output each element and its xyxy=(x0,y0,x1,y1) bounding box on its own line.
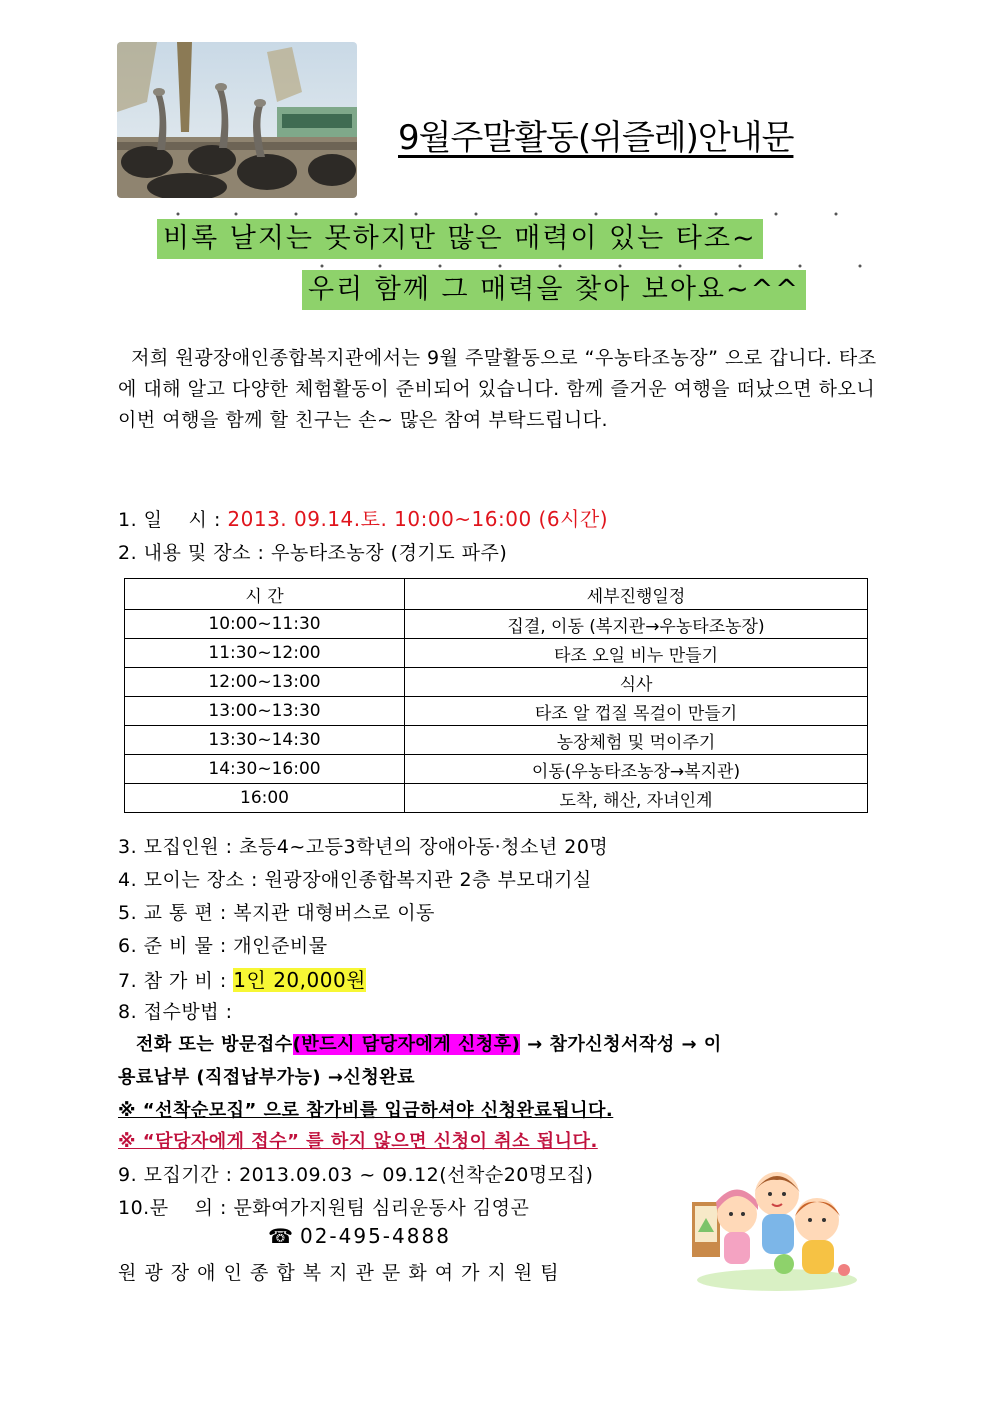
table-row xyxy=(125,755,868,784)
page-title: 9월주말활동(위즐레)안내문 xyxy=(398,118,794,158)
item-recruit: 3. 모집인원 : 초등4~고등3학년의 장애아동·청소년 20명 xyxy=(118,836,609,858)
date-label: 1. 일 시 : xyxy=(118,509,228,531)
apply-line-1 xyxy=(136,1030,722,1056)
row-time: 12:00~13:00 xyxy=(125,668,405,697)
footer-org: 원 광 장 애 인 종 합 복 지 관 문 화 여 가 지 원 팀 xyxy=(118,1262,560,1284)
row-time: 11:30~12:00 xyxy=(125,639,405,668)
note-cancel: ※ “담당자에게 접수” 를 하지 않으면 신청이 취소 됩니다. xyxy=(118,1131,598,1152)
table-row xyxy=(125,639,868,668)
row-detail: 이동(우농타조농장→복지관) xyxy=(405,755,868,784)
table-row xyxy=(125,726,868,755)
date-value: 2013. 09.14.토. 10:00~16:00 (6시간) xyxy=(227,507,609,531)
note-first-come: ※ “선착순모집” 으로 참가비를 입금하셔야 신청완료됩니다. xyxy=(118,1100,614,1121)
intro-text: 저희 원광장애인종합복지관에서는 9월 주말활동으로 “우농타조농장” 으로 갑니다. 타조에 대해 알고 다양한 체험활동이 준비되어 있습니다. 함께 즐거운 여행을 떠났으면 하오니 이번 여행을 함께 할 친구는 손~ 많은 참여 부탁드립니다. xyxy=(118,347,877,431)
item-transport: 5. 교 통 편 : 복지관 대형버스로 이동 xyxy=(118,902,435,924)
slogan-line-1: 비록 날지는 못하지만 많은 매력이 있는 타조~ xyxy=(157,219,763,259)
row-detail: 농장체험 및 먹이주기 xyxy=(405,726,868,755)
item-place: 2. 내용 및 장소 : 우농타조농장 (경기도 파주) xyxy=(118,542,508,564)
apply-line-2: 용료납부 (직접납부가능) →신청완료 xyxy=(118,1067,415,1088)
apply-highlight: (반드시 담당자에게 신청후) xyxy=(292,1034,521,1055)
table-header-row xyxy=(125,579,868,610)
dot-decoration xyxy=(176,210,876,218)
row-time: 13:30~14:30 xyxy=(125,726,405,755)
schedule-table xyxy=(124,578,868,813)
phone-icon: ☎ xyxy=(268,1224,294,1248)
row-time: 14:30~16:00 xyxy=(125,755,405,784)
row-detail: 도착, 해산, 자녀인계 xyxy=(405,784,868,813)
row-time: 10:00~11:30 xyxy=(125,610,405,639)
fee-label: 7. 참 가 비 : xyxy=(118,970,234,992)
ostrich-farm-photo xyxy=(117,42,357,198)
dot-decoration xyxy=(320,262,880,270)
header-time: 시 간 xyxy=(125,579,405,610)
item-fee xyxy=(118,964,366,993)
row-detail: 타조 오일 비누 만들기 xyxy=(405,639,868,668)
children-illustration xyxy=(692,1152,862,1292)
item-date xyxy=(118,503,608,532)
row-detail: 집결, 이동 (복지관→우농타조농장) xyxy=(405,610,868,639)
slogan-line-2: 우리 함께 그 매력을 찾아 보아요~^^ xyxy=(302,270,806,310)
row-time: 13:00~13:30 xyxy=(125,697,405,726)
row-detail: 식사 xyxy=(405,668,868,697)
row-time: 16:00 xyxy=(125,784,405,813)
table-row xyxy=(125,610,868,639)
item-meet: 4. 모이는 장소 : 원광장애인종합복지관 2층 부모대기실 xyxy=(118,869,592,891)
table-row xyxy=(125,784,868,813)
table-row xyxy=(125,697,868,726)
phone-number: 02-495-4888 xyxy=(299,1224,451,1248)
item-contact: 10.문 의 : 문화여가지원팀 심리운동사 김영곤 xyxy=(118,1197,530,1219)
intro-paragraph xyxy=(118,343,888,436)
item-prep: 6. 준 비 물 : 개인준비물 xyxy=(118,935,328,957)
header-detail: 세부진행일정 xyxy=(405,579,868,610)
row-detail: 타조 알 껍질 목걸이 만들기 xyxy=(405,697,868,726)
item-apply-label: 8. 접수방법 : xyxy=(118,1001,233,1023)
item-period: 9. 모집기간 : 2013.09.03 ~ 09.12(선착순20명모집) xyxy=(118,1164,594,1186)
apply-method: 전화 또는 방문접수 xyxy=(136,1034,293,1055)
apply-steps: → 참가신청서작성 → 이 xyxy=(520,1034,722,1055)
item-phone xyxy=(268,1224,451,1248)
table-row xyxy=(125,668,868,697)
fee-value: 1인 20,000원 xyxy=(233,968,366,992)
